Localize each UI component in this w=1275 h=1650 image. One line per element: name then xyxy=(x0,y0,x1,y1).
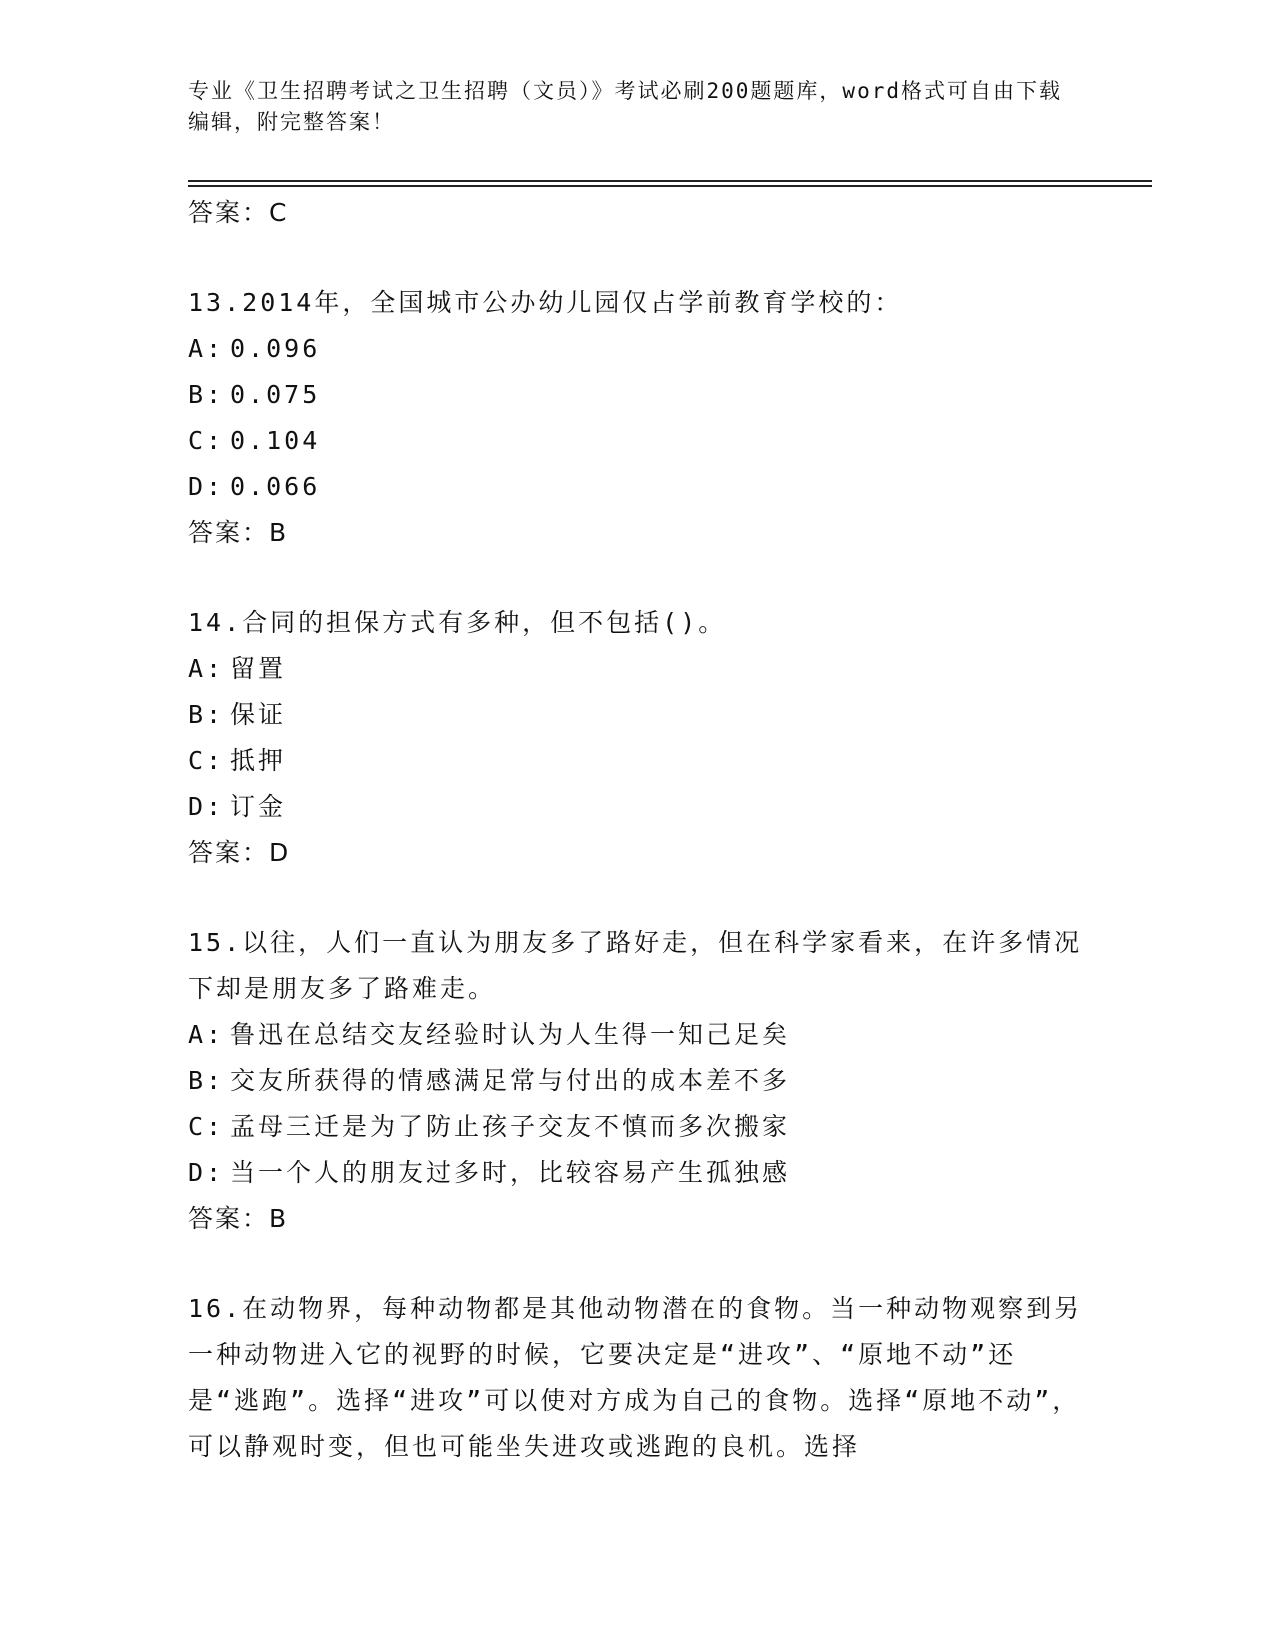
option-text: 0.075 xyxy=(230,380,321,409)
option-key: D: xyxy=(188,1158,225,1187)
answer-letter: B xyxy=(269,518,289,547)
option-text: 孟母三迁是为了防止孩子交友不慎而多次搬家 xyxy=(230,1112,791,1141)
option-key: A: xyxy=(188,654,225,683)
option-key: C: xyxy=(188,1112,225,1141)
question-13 xyxy=(188,280,1088,556)
option-key: C: xyxy=(188,426,225,455)
spacer xyxy=(188,236,1088,280)
option-text: 0.104 xyxy=(230,426,321,455)
answer-line xyxy=(188,830,1088,876)
option-b xyxy=(188,1058,1088,1104)
option-a xyxy=(188,1012,1088,1058)
answer-line xyxy=(188,190,1088,236)
answer-label: 答案： xyxy=(188,198,270,227)
option-key: A: xyxy=(188,334,225,363)
option-text: 0.066 xyxy=(230,472,321,501)
header-divider-bottom xyxy=(188,185,1152,187)
spacer xyxy=(188,1242,1088,1286)
option-key: B: xyxy=(188,700,225,729)
option-b xyxy=(188,692,1088,738)
question-list xyxy=(188,190,1088,1470)
option-a xyxy=(188,326,1088,372)
option-key: C: xyxy=(188,746,225,775)
question-15 xyxy=(188,920,1088,1242)
answer-line xyxy=(188,1196,1088,1242)
header-divider-top xyxy=(188,180,1152,182)
option-c xyxy=(188,1104,1088,1150)
option-text: 鲁迅在总结交友经验时认为人生得一知己足矣 xyxy=(230,1020,791,1049)
question-14 xyxy=(188,600,1088,876)
option-text: 0.096 xyxy=(230,334,321,363)
option-text: 留置 xyxy=(230,654,287,683)
question-stem: 14.合同的担保方式有多种，但不包括()。 xyxy=(188,608,727,637)
answer-letter: C xyxy=(269,198,289,227)
option-key: D: xyxy=(188,792,225,821)
answer-label: 答案： xyxy=(188,838,270,867)
option-d xyxy=(188,464,1088,510)
option-text: 当一个人的朋友过多时，比较容易产生孤独感 xyxy=(230,1158,791,1187)
option-b xyxy=(188,372,1088,418)
option-key: A: xyxy=(188,1020,225,1049)
answer-label: 答案： xyxy=(188,518,270,547)
option-text: 订金 xyxy=(230,792,287,821)
answer-letter: D xyxy=(269,838,291,867)
answer-label: 答案： xyxy=(188,1204,270,1233)
question-16 xyxy=(188,1286,1088,1470)
spacer xyxy=(188,876,1088,920)
question-stem: 16.在动物界，每种动物都是其他动物潜在的食物。当一种动物观察到另一种动物进入它的视野的时候，它要决定是“进攻”、“原地不动”还是“逃跑”。选择“进攻”可以使对方成为自己的食物。选择“原地不动”，可以静观时变，但也可能坐失进攻或逃跑的良机。选择 xyxy=(188,1294,1083,1461)
question-stem: 15.以往，人们一直认为朋友多了路好走，但在科学家看来，在许多情况下却是朋友多了路难走。 xyxy=(188,928,1083,1003)
option-a xyxy=(188,646,1088,692)
option-text: 保证 xyxy=(230,700,287,729)
document-header: 专业《卫生招聘考试之卫生招聘（文员）》考试必刷200题题库，word格式可自由下载编辑，附完整答案！ xyxy=(188,79,1062,134)
option-text: 抵押 xyxy=(230,746,287,775)
spacer xyxy=(188,556,1088,600)
option-c xyxy=(188,738,1088,784)
option-key: B: xyxy=(188,1066,225,1095)
option-key: B: xyxy=(188,380,225,409)
option-d xyxy=(188,1150,1088,1196)
option-text: 交友所获得的情感满足常与付出的成本差不多 xyxy=(230,1066,791,1095)
option-key: D: xyxy=(188,472,225,501)
answer-line xyxy=(188,510,1088,556)
option-d xyxy=(188,784,1088,830)
question-stem: 13.2014年，全国城市公办幼儿园仅占学前教育学校的： xyxy=(188,288,903,317)
option-c xyxy=(188,418,1088,464)
answer-letter: B xyxy=(269,1204,289,1233)
